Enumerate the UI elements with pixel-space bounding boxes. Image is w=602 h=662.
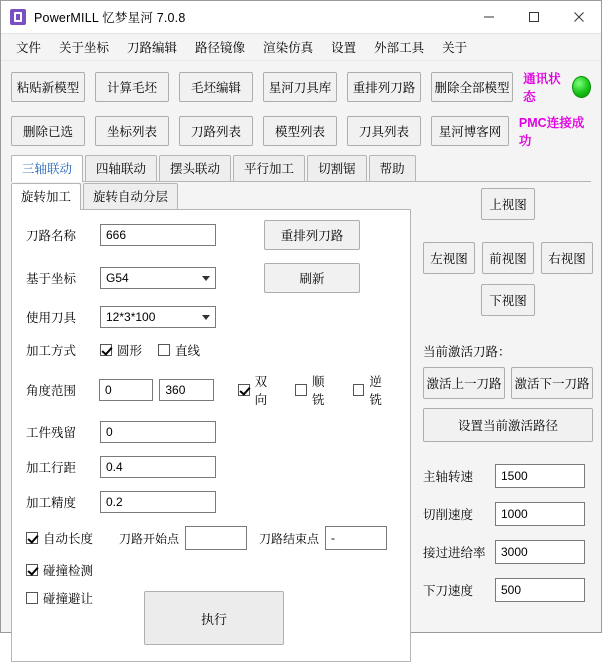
stepover-row: [26, 456, 410, 478]
menu-item-render-sim[interactable]: 渲染仿真: [263, 41, 314, 55]
menu-item-coordinate[interactable]: 关于坐标: [59, 41, 110, 55]
maximize-icon[interactable]: [511, 1, 556, 33]
activate-next-path-button[interactable]: 激活下一刀路: [511, 367, 593, 399]
delete-selected-button[interactable]: 删除已选: [11, 116, 85, 146]
approach-feed-row: [423, 540, 593, 564]
tool-library-button[interactable]: 星河刀具库: [263, 72, 337, 102]
stock-row: [26, 421, 410, 443]
tolerance-input[interactable]: 0.2: [100, 491, 216, 513]
climb-milling-checkbox[interactable]: [295, 372, 336, 408]
activate-prev-path-button[interactable]: 激活上一刀路: [423, 367, 505, 399]
climb-milling-label: 顺铣: [311, 375, 325, 407]
path-name-label: 刀路名称: [26, 229, 77, 243]
set-active-path-button[interactable]: 设置当前激活路径: [423, 408, 593, 442]
path-end-input[interactable]: -: [325, 526, 387, 550]
stock-label: 工件残留: [26, 426, 77, 440]
menu-item-about[interactable]: 关于: [442, 41, 468, 55]
stepover-label: 加工行距: [26, 461, 77, 475]
tool-row: [26, 306, 410, 328]
view-row-middle: [423, 242, 593, 274]
left-view-button[interactable]: 左视图: [423, 242, 475, 274]
stepover-input[interactable]: 0.4: [100, 456, 216, 478]
menu-bar: [1, 34, 601, 61]
angle-range-label: 角度范围: [26, 384, 77, 398]
bidirectional-label: 双向: [254, 375, 268, 407]
conventional-milling-checkbox[interactable]: [353, 372, 394, 408]
window-controls: [466, 1, 601, 33]
collision-avoid-checkbox[interactable]: [26, 589, 93, 607]
connection-status-label: PMC连接成功: [518, 116, 585, 148]
model-list-button[interactable]: 模型列表: [263, 116, 337, 146]
spindle-speed-label: 主轴转速: [423, 470, 474, 484]
mode-circle-label: 圆形: [117, 344, 143, 358]
edit-blank-button[interactable]: 毛坯编辑: [179, 72, 253, 102]
front-view-button[interactable]: 前视图: [482, 242, 534, 274]
view-control-panel: [423, 186, 593, 662]
conventional-milling-label: 逆铣: [369, 375, 382, 407]
path-name-input[interactable]: 666: [100, 224, 216, 246]
communication-status-label: 通讯状态: [523, 72, 561, 104]
window-title: PowerMILL 忆梦星河 7.0.8: [34, 11, 186, 25]
title-bar: [1, 1, 601, 34]
checkbox-icon: [158, 344, 170, 356]
auto-length-row: [26, 526, 410, 550]
parameter-panel: [11, 210, 411, 662]
menu-item-file[interactable]: 文件: [16, 41, 42, 55]
plunge-feed-label: 下刀速度: [423, 584, 474, 598]
active-path-nav-row: [423, 367, 593, 399]
tool-label: 使用刀具: [26, 311, 77, 325]
paste-new-model-button[interactable]: 粘贴新模型: [11, 72, 85, 102]
angle-range-row: [26, 372, 410, 408]
coordinate-select[interactable]: [100, 267, 216, 289]
plunge-feed-row: [423, 578, 593, 602]
menu-item-path-mirror[interactable]: 路径镜像: [195, 41, 246, 55]
minimize-icon[interactable]: [466, 1, 511, 33]
status-indicator-icon: [572, 76, 591, 98]
close-icon[interactable]: [556, 1, 601, 33]
collision-detect-label: 碰撞检测: [43, 564, 94, 578]
chevron-down-icon: [202, 315, 210, 320]
coordinate-row: [26, 263, 410, 293]
auto-length-checkbox[interactable]: [26, 529, 93, 547]
path-start-input[interactable]: [185, 526, 247, 550]
path-list-button[interactable]: 刀路列表: [179, 116, 253, 146]
tab-four-axis[interactable]: 四轴联动: [85, 155, 157, 181]
execute-button[interactable]: 执行: [144, 591, 284, 645]
coordinate-select-value: G54: [106, 271, 129, 285]
tool-select[interactable]: [100, 306, 216, 328]
mode-line-checkbox[interactable]: [158, 341, 200, 359]
collision-detect-row: [26, 561, 410, 579]
checkbox-icon: [26, 592, 38, 604]
approach-feed-label: 接过进给率: [423, 546, 486, 560]
toolbar-row-2: [11, 113, 591, 149]
mode-circle-checkbox[interactable]: [100, 341, 142, 359]
spindle-speed-row: [423, 464, 593, 488]
tolerance-row: [26, 491, 410, 513]
toolbar: [1, 61, 601, 149]
checkbox-icon: [26, 564, 38, 576]
main-tabs: [11, 157, 591, 182]
delete-all-models-button[interactable]: 删除全部模型: [431, 72, 513, 102]
plunge-feed-input[interactable]: 500: [495, 578, 585, 602]
collision-avoid-label: 碰撞避让: [43, 592, 94, 606]
blog-site-button[interactable]: 星河博客网: [431, 116, 509, 146]
coordinate-list-button[interactable]: 坐标列表: [95, 116, 169, 146]
calculate-blank-button[interactable]: 计算毛坯: [95, 72, 169, 102]
machining-mode-row: [26, 341, 410, 359]
menu-item-path-edit[interactable]: 刀路编辑: [127, 41, 178, 55]
chevron-down-icon: [202, 276, 210, 281]
checkbox-icon: [26, 532, 38, 544]
reorder-path-button[interactable]: 重排列刀路: [264, 220, 360, 250]
checkbox-icon: [100, 344, 112, 356]
coordinate-label: 基于坐标: [26, 272, 77, 286]
tool-select-value: 12*3*100: [106, 310, 156, 324]
tolerance-label: 加工精度: [26, 496, 77, 510]
app-logo-icon: [10, 9, 26, 25]
toolbar-row-1: [11, 69, 591, 105]
angle-from-input[interactable]: 0: [99, 379, 153, 401]
main-body: [1, 182, 601, 662]
checkbox-icon: [295, 384, 307, 396]
collision-detect-checkbox[interactable]: [26, 561, 93, 579]
auto-length-label: 自动长度: [43, 532, 94, 546]
tab-swing-head[interactable]: 摆头联动: [159, 155, 231, 181]
tab-parallel-machining[interactable]: 平行加工: [233, 155, 305, 181]
angle-to-input[interactable]: 360: [159, 379, 213, 401]
bidirectional-checkbox[interactable]: [238, 372, 279, 408]
tab-three-axis[interactable]: 三轴联动: [11, 155, 83, 182]
cutting-feed-row: [423, 502, 593, 526]
sub-tabs: [11, 186, 411, 210]
tab-cutting-saw[interactable]: 切割锯: [307, 155, 367, 181]
checkbox-icon: [353, 384, 365, 396]
subtab-rotary-auto-layer[interactable]: 旋转自动分层: [83, 183, 178, 209]
stock-input[interactable]: 0: [100, 421, 216, 443]
tool-list-button[interactable]: 刀具列表: [347, 116, 421, 146]
right-view-button[interactable]: 右视图: [541, 242, 593, 274]
menu-item-external-tools[interactable]: 外部工具: [374, 41, 425, 55]
subtab-rotary-machining[interactable]: 旋转加工: [11, 183, 81, 210]
top-view-button[interactable]: 上视图: [481, 188, 535, 220]
refresh-button[interactable]: 刷新: [264, 263, 360, 293]
menu-item-settings[interactable]: 设置: [331, 41, 357, 55]
mode-line-label: 直线: [175, 344, 201, 358]
path-start-label: 刀路开始点: [119, 531, 180, 546]
approach-feed-input[interactable]: 3000: [495, 540, 585, 564]
spindle-speed-input[interactable]: 1500: [495, 464, 585, 488]
tab-help[interactable]: 帮助: [369, 155, 416, 181]
path-name-row: [26, 220, 410, 250]
checkbox-icon: [238, 384, 250, 396]
bottom-view-button[interactable]: 下视图: [481, 284, 535, 316]
active-path-label: 当前激活刀路：: [423, 345, 511, 359]
cutting-feed-label: 切削速度: [423, 508, 474, 522]
machining-mode-label: 加工方式: [26, 344, 77, 358]
path-end-label: 刀路结束点: [259, 531, 320, 546]
cutting-feed-input[interactable]: 1000: [495, 502, 585, 526]
reorder-paths-button[interactable]: 重排列刀路: [347, 72, 421, 102]
